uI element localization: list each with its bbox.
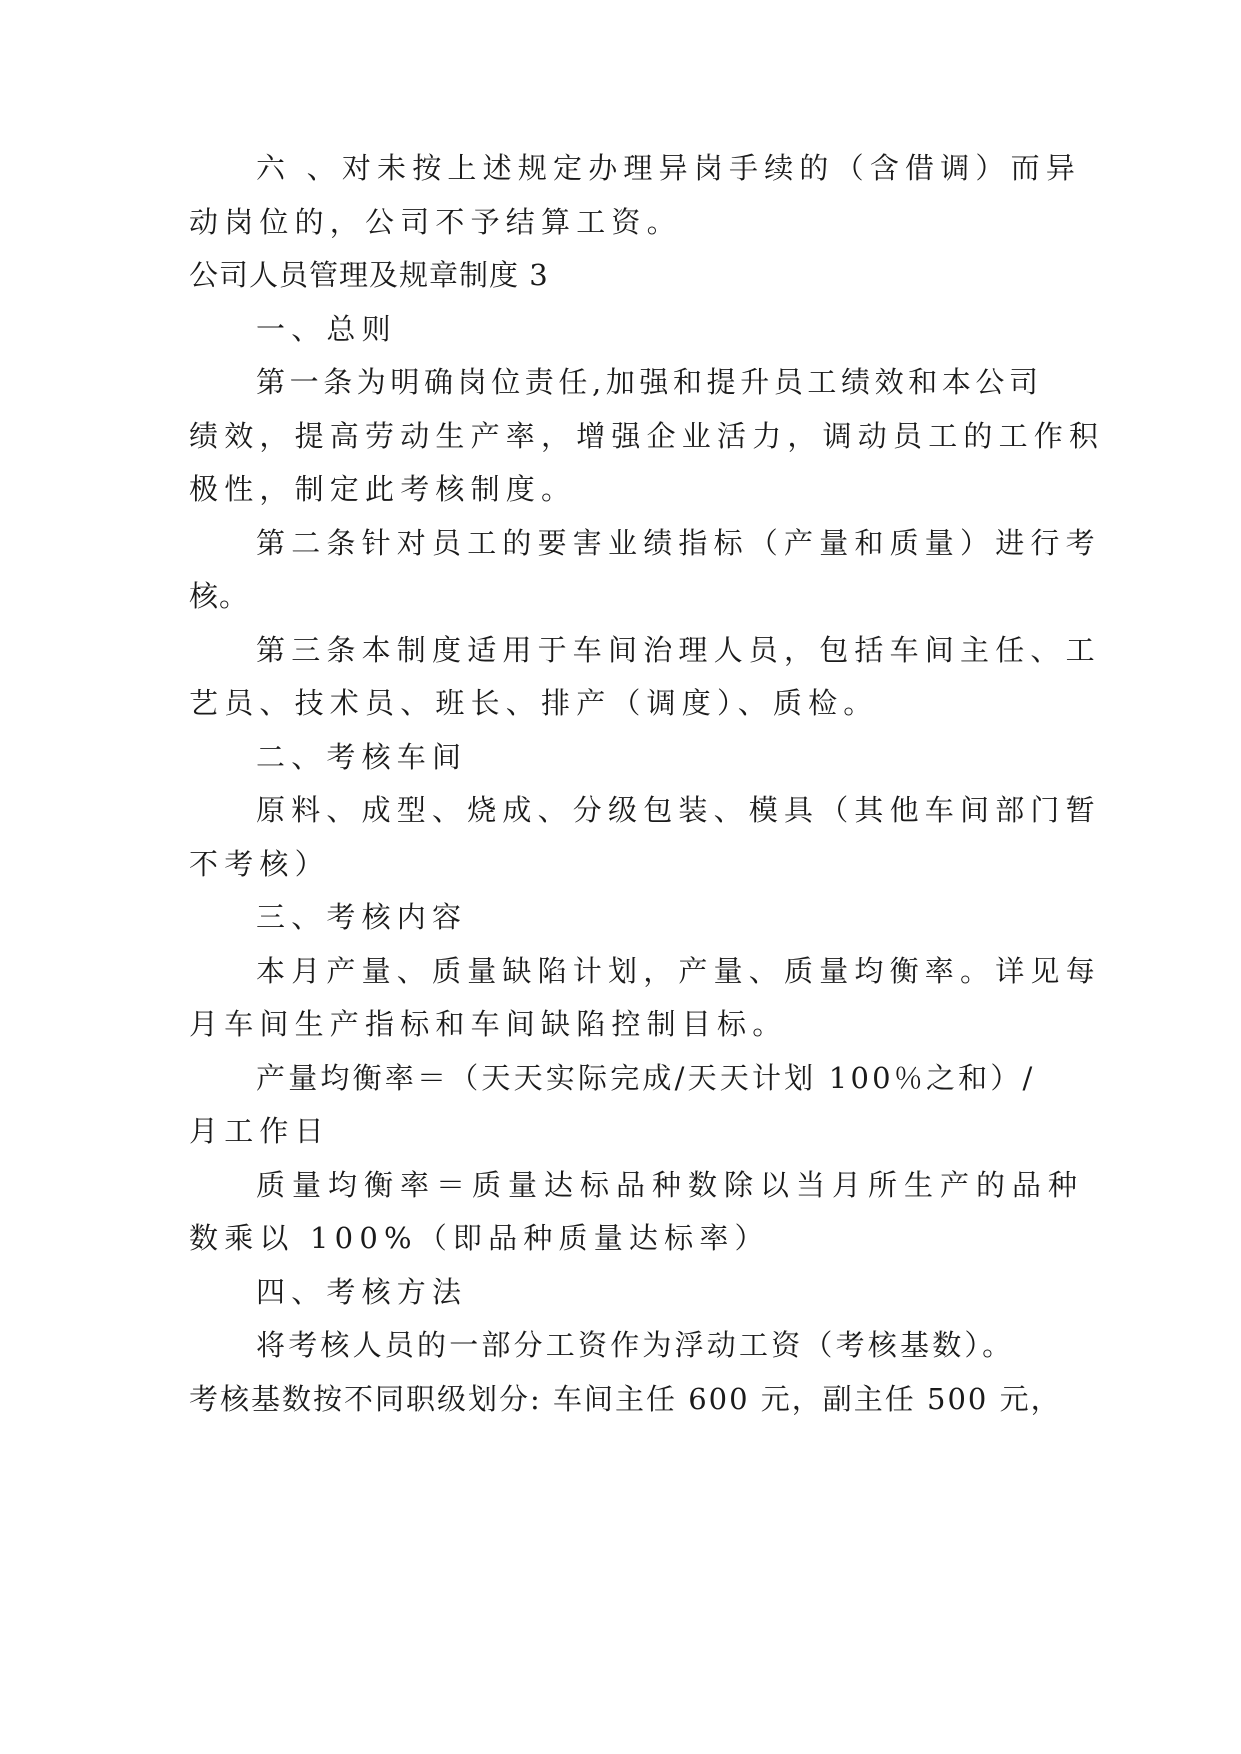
text-line: 不考核） — [189, 847, 330, 881]
section-heading: 四、考核方法 — [256, 1275, 468, 1309]
section-heading: 一、总则 — [256, 312, 397, 346]
text-line: 核。 — [189, 579, 250, 613]
formula-line: 月工作日 — [189, 1114, 330, 1148]
text-line: 本月产量、质量缺陷计划，产量、质量均衡率。详见每 — [256, 954, 1101, 988]
formula-line: 产量均衡率＝（天天实际完成/天天计划 100％之和）/ — [256, 1061, 1036, 1095]
text-line: 六 、对未按上述规定办理异岗手续的（含借调）而异 — [256, 151, 1082, 185]
text-line: 月车间生产指标和车间缺陷控制目标。 — [189, 1007, 788, 1041]
text-line: 第三条本制度适用于车间治理人员，包括车间主任、工 — [256, 633, 1101, 667]
text-line: 极性，制定此考核制度。 — [189, 472, 577, 506]
text-line: 艺员、技术员、班长、排产（调度）、质检。 — [189, 686, 879, 720]
section-heading: 三、考核内容 — [256, 900, 468, 934]
text-line: 第一条为明确岗位责任,加强和提升员工绩效和本公司 — [256, 365, 1043, 399]
formula-line: 质量均衡率＝质量达标品种数除以当月所生产的品种 — [256, 1168, 1085, 1202]
section-heading: 公司人员管理及规章制度 3 — [189, 258, 549, 292]
section-heading: 二、考核车间 — [256, 740, 468, 774]
text-line: 将考核人员的一部分工资作为浮动工资（考核基数）。 — [256, 1328, 1015, 1362]
text-line: 原料、成型、烧成、分级包装、模具（其他车间部门暂 — [256, 793, 1101, 827]
text-line: 考核基数按不同职级划分: 车间主任 600 元，副主任 500 元， — [189, 1382, 1062, 1416]
formula-line: 数乘以 100%（即品种质量达标率） — [189, 1221, 770, 1255]
text-line: 绩效，提高劳动生产率，增强企业活力，调动员工的工作积 — [189, 419, 1105, 453]
text-line: 第二条针对员工的要害业绩指标（产量和质量）进行考 — [256, 526, 1101, 560]
text-line: 动岗位的，公司不予结算工资。 — [189, 205, 682, 239]
